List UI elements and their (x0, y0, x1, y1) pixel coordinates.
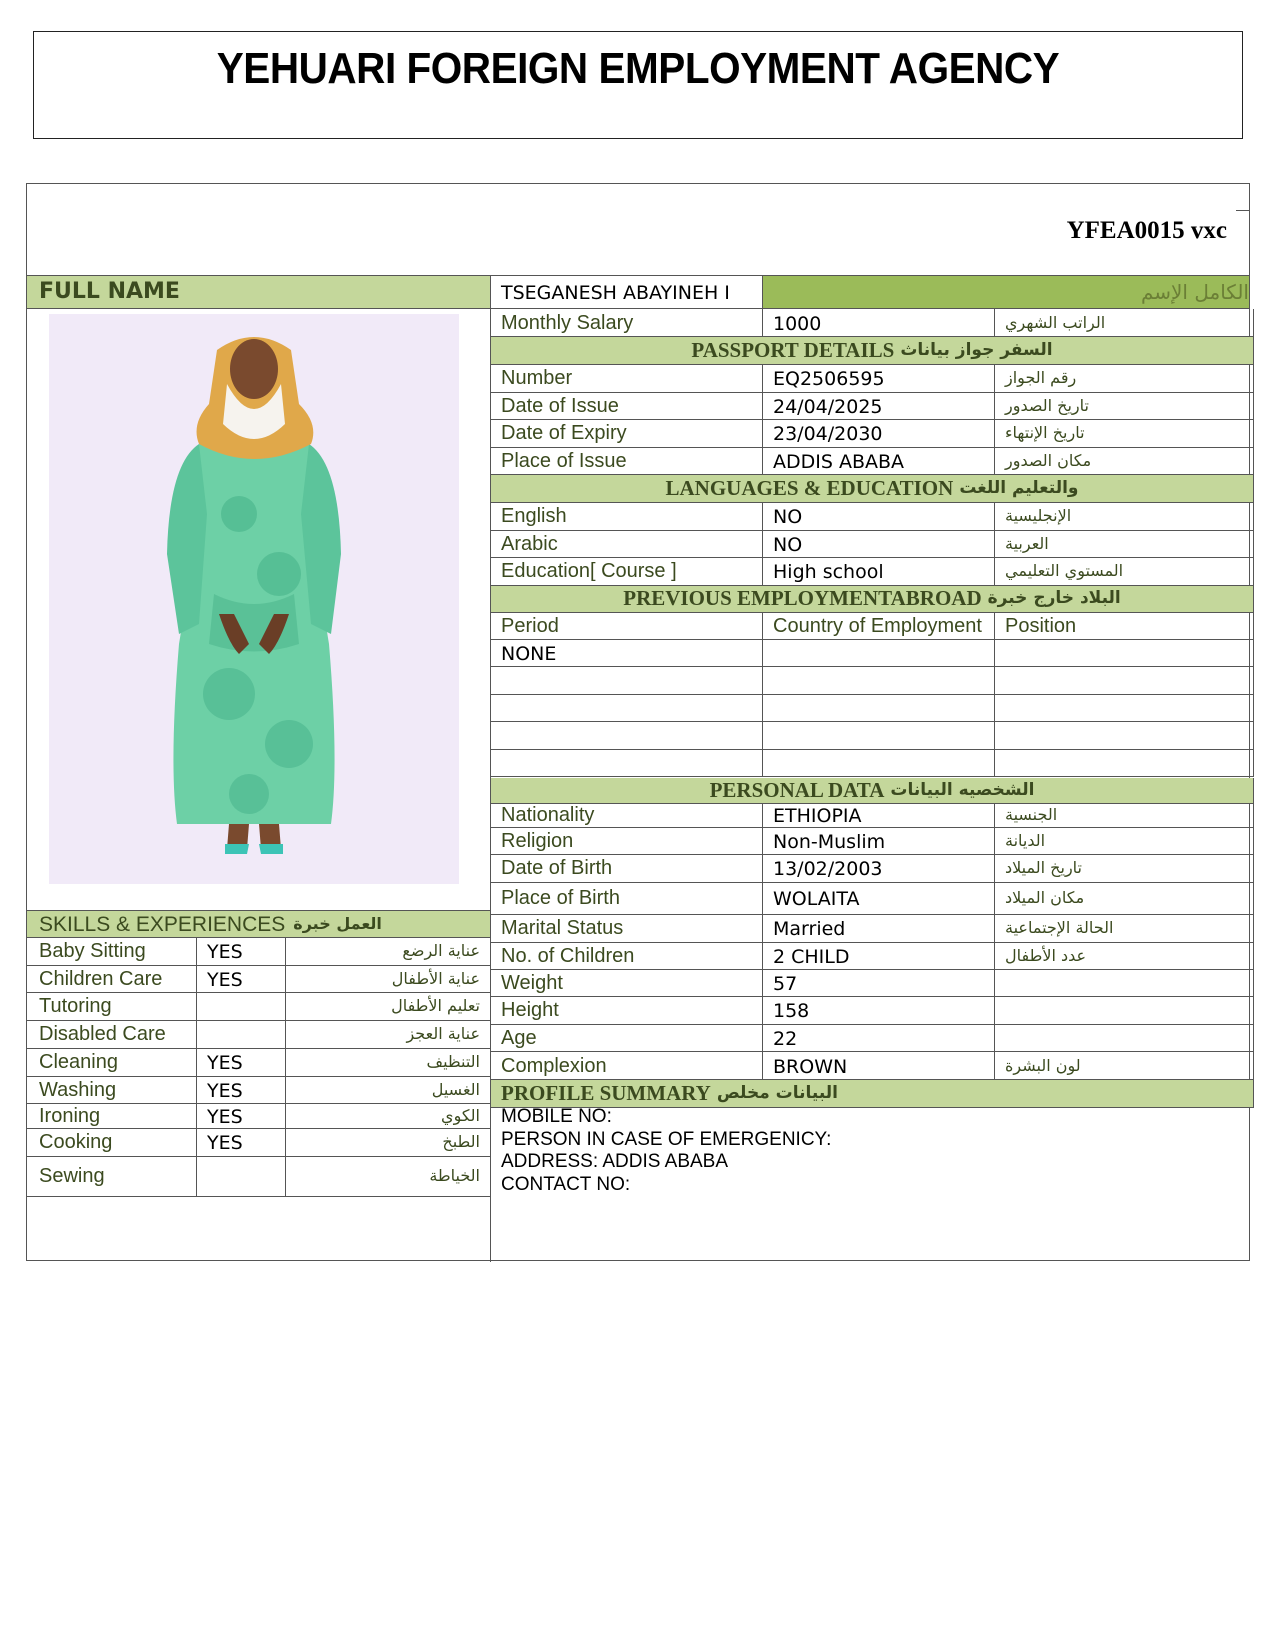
personal-row-label-ar: عدد الأطفال (995, 943, 1254, 970)
personal-row-value: 2 CHILD (763, 943, 995, 970)
personal-row-label-ar: تاريخ الميلاد (995, 855, 1254, 883)
passport-row-label-ar: رقم الجواز (995, 365, 1254, 393)
languages-row-value: NO (763, 531, 995, 559)
passport-section-title-ar: السفر جواز بياناث (900, 340, 1053, 360)
employment-cell (763, 667, 995, 695)
employment-cell (995, 640, 1254, 668)
skill-label: Ironing (27, 1104, 197, 1129)
personal-row-label-ar: الديانة (995, 828, 1254, 855)
passport-row-label-ar: مكان الصدور (995, 448, 1254, 476)
reference-code: YFEA0015 vxc (1066, 217, 1227, 244)
languages-row-value: High school (763, 558, 995, 586)
skill-value (197, 1157, 286, 1197)
languages-row-label: Arabic (491, 531, 763, 559)
skill-label-ar: التنظيف (286, 1049, 491, 1077)
personal-row-label: Age (491, 1025, 763, 1053)
full-name-label-ar: الكامل الإسم (763, 275, 1250, 309)
skill-value: YES (197, 938, 286, 966)
passport-row-label-ar: تاريخ الصدور (995, 393, 1254, 421)
employment-cell (995, 722, 1254, 750)
languages-row-label: Education[ Course ] (491, 558, 763, 586)
summary-emergency-contact: PERSON IN CASE OF EMERGENICY: (501, 1128, 832, 1150)
personal-row-value: ETHIOPIA (763, 804, 995, 828)
previous-employment-section-header (491, 586, 1254, 613)
personal-row-label: Place of Birth (491, 883, 763, 915)
personal-section-title: PERSONAL DATA (709, 777, 885, 802)
personal-row-label-ar (995, 997, 1254, 1025)
passport-row-value: 23/04/2030 (763, 420, 995, 448)
summary-contact-no: CONTACT NO: (501, 1173, 631, 1195)
full-name-value: TSEGANESH ABAYINEH I (491, 275, 763, 309)
employment-cell (995, 667, 1254, 695)
employment-column-header: Country of Employment (763, 613, 995, 640)
passport-row-value: ADDIS ABABA (763, 448, 995, 476)
employment-cell (763, 640, 995, 668)
employment-column-header: Position (995, 613, 1254, 640)
skill-value (197, 1021, 286, 1049)
skill-label: Cooking (27, 1129, 197, 1157)
full-name-label: FULL NAME (27, 275, 491, 309)
candidate-photo (49, 314, 459, 884)
personal-row-label: Weight (491, 970, 763, 998)
personal-row-label-ar: مكان الميلاد (995, 883, 1254, 915)
skill-label: Tutoring (27, 993, 197, 1021)
skill-label: Disabled Care (27, 1021, 197, 1049)
employment-cell (491, 750, 763, 778)
languages-row-label-ar: العربية (995, 531, 1254, 559)
skill-label-ar: عناية العجز (286, 1021, 491, 1049)
languages-row-label-ar: الإنجليسية (995, 503, 1254, 531)
personal-row-value: Married (763, 915, 995, 943)
skill-value: YES (197, 1077, 286, 1105)
personal-row-label: Height (491, 997, 763, 1025)
skills-section-header (27, 910, 491, 938)
employment-column-header: Period (491, 613, 763, 640)
profile-summary-box (491, 1104, 1251, 1262)
languages-row-value: NO (763, 503, 995, 531)
passport-row-value: EQ2506595 (763, 365, 995, 393)
languages-section-header (491, 475, 1254, 503)
employment-cell (995, 750, 1254, 778)
passport-section-title: PASSPORT DETAILS (691, 338, 895, 362)
employment-cell (491, 695, 763, 723)
passport-row-value: 24/04/2025 (763, 393, 995, 421)
passport-section-header (491, 337, 1254, 365)
languages-section-title-ar: والتعليم اللغت (959, 478, 1079, 498)
passport-row-label: Number (491, 365, 763, 393)
employment-cell (491, 667, 763, 695)
skill-label-ar: الغسيل (286, 1077, 491, 1105)
skill-label: Sewing (27, 1157, 197, 1197)
personal-row-value: 57 (763, 970, 995, 998)
personal-row-value: BROWN (763, 1052, 995, 1080)
personal-row-label: Date of Birth (491, 855, 763, 883)
skill-label: Baby Sitting (27, 938, 197, 966)
languages-row-label-ar: المستوي التعليمي (995, 558, 1254, 586)
skill-label: Cleaning (27, 1049, 197, 1077)
monthly-salary-value: 1000 (763, 309, 995, 337)
monthly-salary-label: Monthly Salary (491, 309, 763, 337)
candidate-photo-figure (49, 314, 459, 884)
passport-row-label: Date of Expiry (491, 420, 763, 448)
previous-employment-section-title: PREVIOUS EMPLOYMENTABROAD (623, 586, 982, 610)
monthly-salary-label-ar: الراتب الشهري (995, 309, 1254, 337)
skill-value: YES (197, 1104, 286, 1129)
passport-row-label: Date of Issue (491, 393, 763, 421)
personal-row-value: 22 (763, 1025, 995, 1053)
languages-section-title: LANGUAGES & EDUCATION (665, 476, 954, 500)
agency-title-box (33, 31, 1243, 139)
personal-row-label: Marital Status (491, 915, 763, 943)
personal-row-label-ar: الجنسية (995, 804, 1254, 828)
personal-row-value: Non-Muslim (763, 828, 995, 855)
employment-cell (763, 722, 995, 750)
employment-cell (763, 695, 995, 723)
skill-label-ar: الكوي (286, 1104, 491, 1129)
skills-title-ar: العمل خبرة (293, 914, 382, 933)
languages-row-label: English (491, 503, 763, 531)
previous-employment-section-title-ar: البلاد خارج خبرة (987, 588, 1121, 608)
skill-value (197, 993, 286, 1021)
personal-row-value: 158 (763, 997, 995, 1025)
skill-value: YES (197, 1049, 286, 1077)
personal-row-label: Complexion (491, 1052, 763, 1080)
corner-mark (1236, 210, 1250, 211)
personal-row-label: Religion (491, 828, 763, 855)
personal-section-title-ar: الشخصيه البيانات (890, 779, 1035, 800)
skill-label-ar: عناية الرضع (286, 938, 491, 966)
cv-sheet (26, 183, 1250, 1261)
summary-address: ADDRESS: ADDIS ABABA (501, 1151, 729, 1172)
skills-title: SKILLS & EXPERIENCES (39, 912, 286, 936)
agency-title: YEHUARI FOREIGN EMPLOYMENT AGENCY (216, 44, 1060, 93)
personal-row-label-ar (995, 1025, 1254, 1053)
employment-cell (995, 695, 1254, 723)
personal-row-label: No. of Children (491, 943, 763, 970)
skill-label-ar: الطبخ (286, 1129, 491, 1157)
skill-value: YES (197, 966, 286, 994)
summary-mobile: MOBILE NO: (501, 1106, 612, 1127)
personal-row-label-ar: الحالة الإجتماعية (995, 915, 1254, 943)
passport-row-label: Place of Issue (491, 448, 763, 476)
personal-row-value: WOLAITA (763, 883, 995, 915)
personal-row-label-ar (995, 970, 1254, 998)
personal-section-header (491, 778, 1254, 804)
personal-row-label: Nationality (491, 804, 763, 828)
profile-summary-title-ar: البيانات مخلص (716, 1083, 838, 1103)
skill-label-ar: الخياطة (286, 1157, 491, 1197)
skill-label-ar: تعليم الأطفال (286, 993, 491, 1021)
skill-label: Children Care (27, 966, 197, 994)
passport-row-label-ar: تاريخ الإنتهاء (995, 420, 1254, 448)
profile-summary-title: PROFILE SUMMARY (501, 1081, 711, 1105)
employment-cell (491, 722, 763, 750)
skill-label: Washing (27, 1077, 197, 1105)
skill-label-ar: عناية الأطفال (286, 966, 491, 994)
employment-cell (763, 750, 995, 778)
personal-row-label-ar: لون البشرة (995, 1052, 1254, 1080)
skill-value: YES (197, 1129, 286, 1157)
employment-cell: NONE (491, 640, 763, 668)
personal-row-value: 13/02/2003 (763, 855, 995, 883)
